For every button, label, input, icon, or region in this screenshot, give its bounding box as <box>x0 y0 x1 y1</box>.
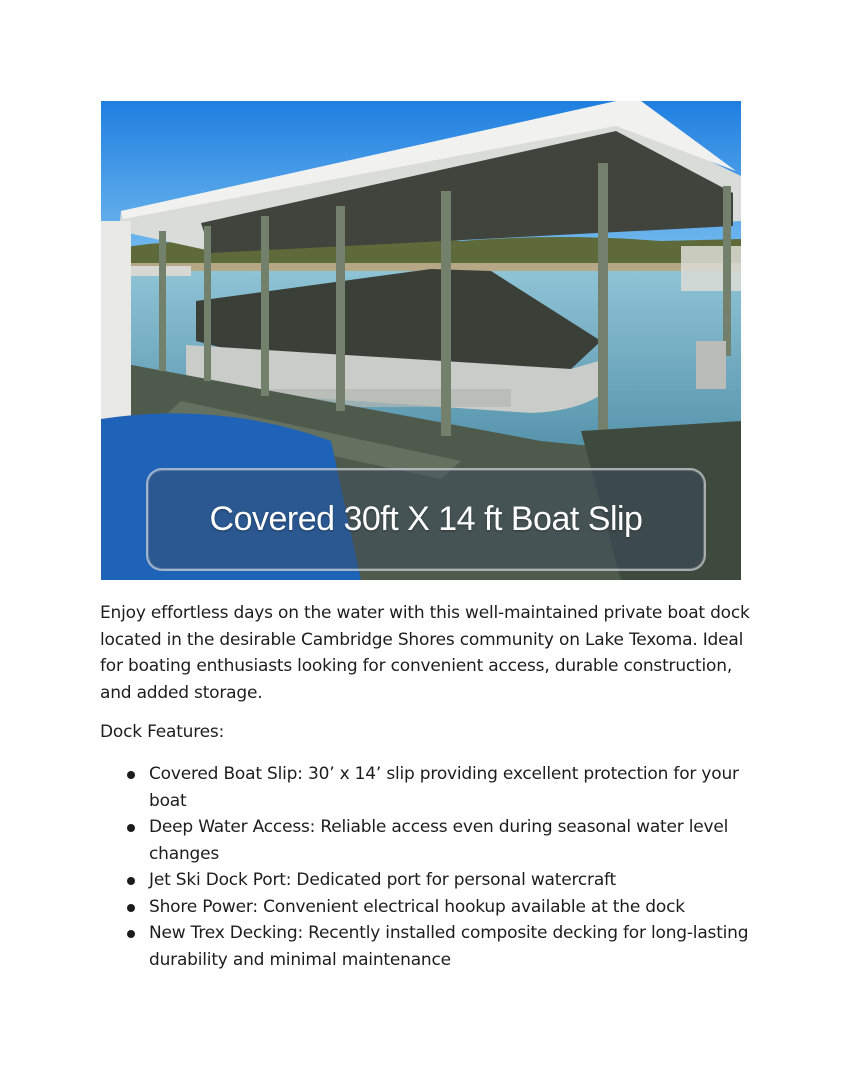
boat-dock-photo <box>101 101 741 580</box>
feature-text: New Trex Decking: Recently installed composite decking for long-lasting durability and minimal maintenance <box>149 923 749 970</box>
feature-text: Jet Ski Dock Port: Dedicated port for personal watercraft <box>149 870 616 890</box>
bullet-icon <box>127 824 135 832</box>
bullet-icon <box>127 930 135 938</box>
feature-item <box>100 814 760 867</box>
bullet-icon <box>127 904 135 912</box>
feature-text: Deep Water Access: Reliable access even during seasonal water level changes <box>149 817 729 864</box>
bullet-icon <box>127 771 135 779</box>
feature-item <box>100 920 760 973</box>
photo-caption-text: Covered 30ft X 14 ft Boat Slip <box>209 500 643 538</box>
feature-item <box>100 867 760 894</box>
feature-text: Shore Power: Convenient electrical hookup available at the dock <box>149 896 685 917</box>
intro-paragraph: Enjoy effortless days on the water with this well-maintained private boat dock located in the desirable Cambridge Shores community on Lake Texoma. Ideal for boating enthusiasts looking for convenient access, durable construction, and added storage. <box>100 603 750 703</box>
feature-item <box>100 761 760 814</box>
feature-list <box>100 761 760 973</box>
features-heading: Dock Features: <box>100 722 225 742</box>
feature-item <box>100 894 760 921</box>
bullet-icon <box>127 877 135 885</box>
feature-text: Covered Boat Slip: 30’ x 14’ slip providing excellent protection for your boat <box>149 764 739 811</box>
photo-caption-banner <box>146 468 706 571</box>
